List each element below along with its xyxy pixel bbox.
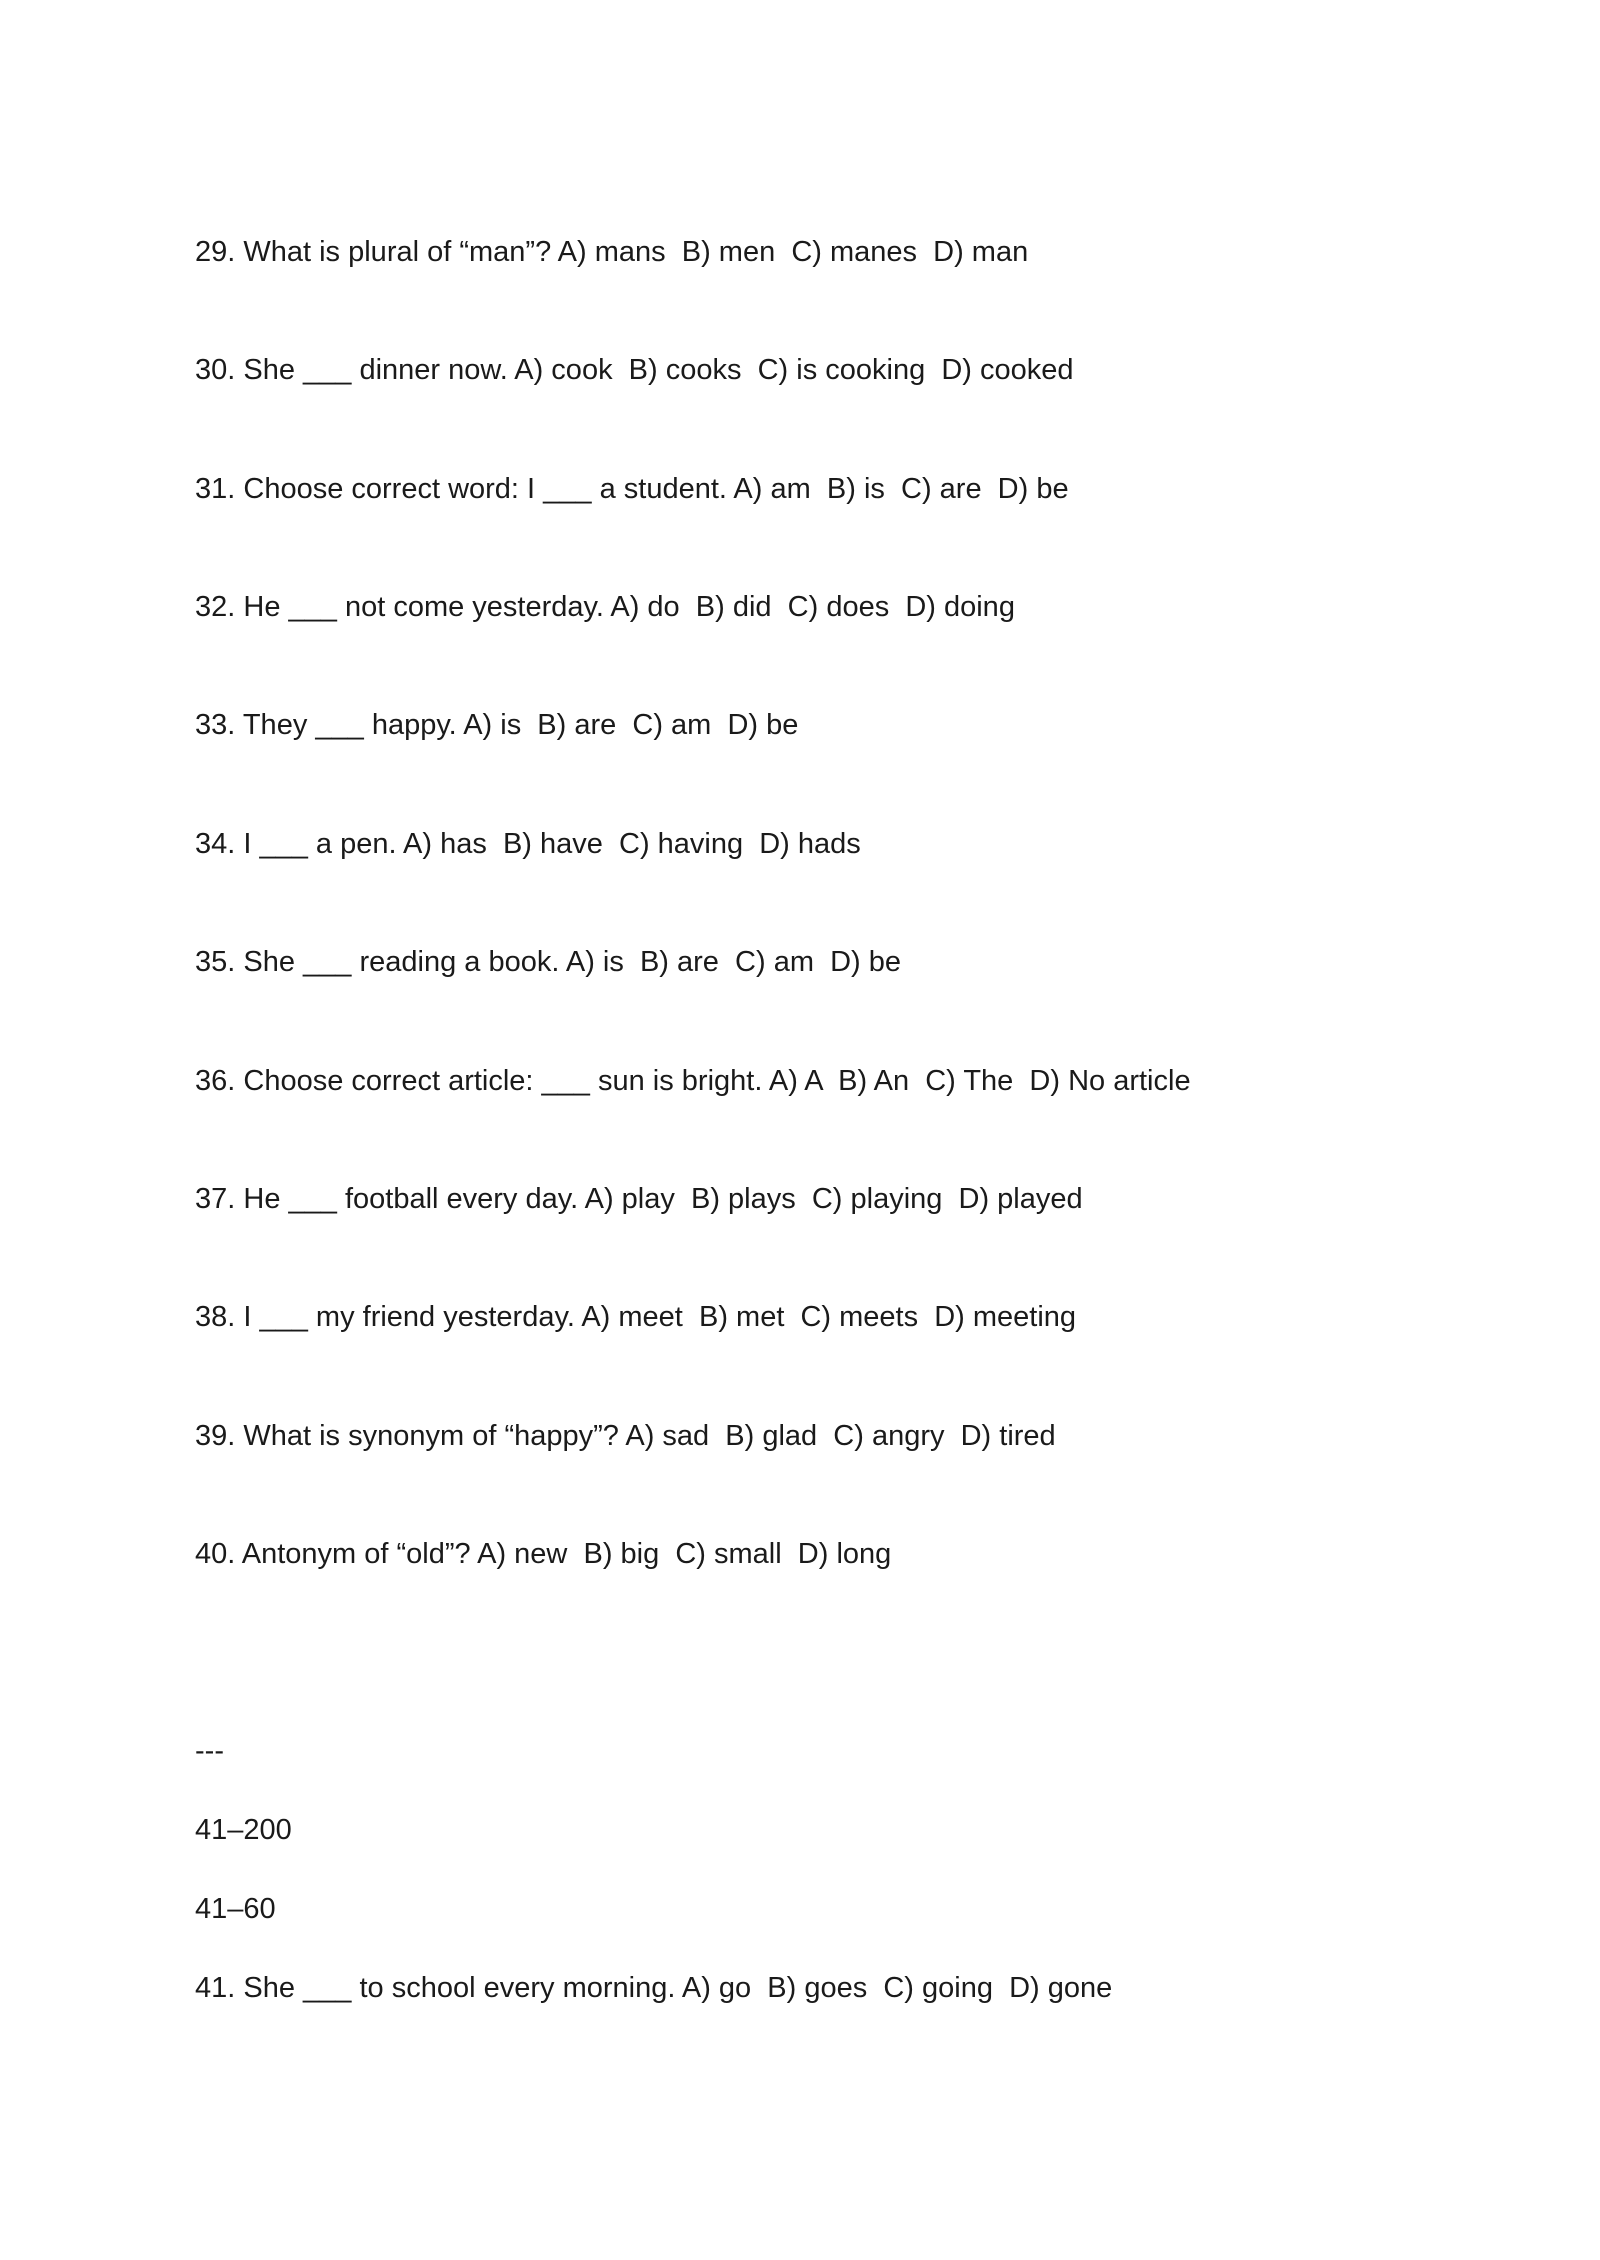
question-33: 33. They ___ happy. A) is B) are C) am D) be xyxy=(195,709,799,741)
question-41: 41. She ___ to school every morning. A) go B) goes C) going D) gone xyxy=(195,1972,1113,2004)
question-35: 35. She ___ reading a book. A) is B) are C) am D) be xyxy=(195,946,902,978)
question-39: 39. What is synonym of “happy”? A) sad B) glad C) angry D) tired xyxy=(195,1420,1056,1452)
range-heading: 41–200 xyxy=(195,1814,292,1846)
question-37: 37. He ___ football every day. A) play B) plays C) playing D) played xyxy=(195,1183,1083,1215)
question-34: 34. I ___ a pen. A) has B) have C) having D) hads xyxy=(195,828,861,860)
question-38: 38. I ___ my friend yesterday. A) meet B) met C) meets D) meeting xyxy=(195,1301,1077,1333)
question-31: 31. Choose correct word: I ___ a student. A) am B) is C) are D) be xyxy=(195,473,1069,505)
question-40: 40. Antonym of “old”? A) new B) big C) small D) long xyxy=(195,1538,892,1570)
question-30: 30. She ___ dinner now. A) cook B) cooks C) is cooking D) cooked xyxy=(195,354,1074,386)
question-32: 32. He ___ not come yesterday. A) do B) did C) does D) doing xyxy=(195,591,1015,623)
question-36: 36. Choose correct article: ___ sun is bright. A) A B) An C) The D) No article xyxy=(195,1065,1191,1097)
subrange-heading: 41–60 xyxy=(195,1893,276,1925)
section-separator: --- xyxy=(195,1735,224,1767)
question-29: 29. What is plural of “man”? A) mans B) men C) manes D) man xyxy=(195,236,1029,268)
